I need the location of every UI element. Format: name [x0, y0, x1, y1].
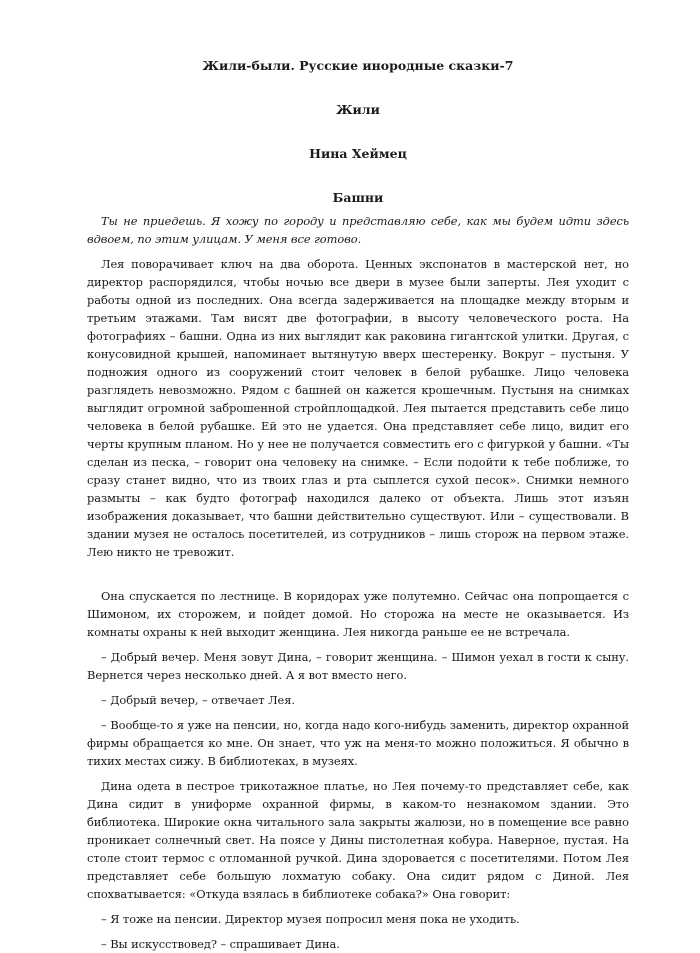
author-name: Нина Хеймец [309, 146, 407, 161]
dialogue-line: – Добрый вечер. Меня зовут Дина, – говорит женщина. – Шимон уехал в гости к сыну. Вернется через несколько дней. А я вот вместо него. [87, 650, 629, 682]
book-title: Жили-были. Русские инородные сказки-7 [202, 58, 514, 73]
body-paragraph: Дина одета в пестрое трикотажное платье, но Лея почему-то представляет себе, как Дина сидит в униформе охранной фирмы, в каком-то незнакомом здании. Это библиотека. Широкие окна читального зала закрыты жалюзи, но в помещение все равно проникает солнечный свет. На поясе у Дины пистолетная кобура. Наверное, пустая. На столе стоит термос с отломанной ручкой. Дина здоровается с посетителями. Потом Лея представляет себе большую лохматую собаку. Она сидит рядом с Диной. Лея спохватывается: «Откуда взялась в библиотеке собака?» Она говорит: [87, 779, 629, 901]
dialogue-line: – Добрый вечер, – отвечает Лея. [101, 693, 295, 707]
dialogue-line: – Вы искусствовед? – спрашивает Дина. [101, 937, 340, 951]
document-page [87, 58, 629, 953]
section-title: Жили [336, 102, 380, 117]
dialogue-line: – Вообще-то я уже на пенсии, но, когда надо кого-нибудь заменить, директор охранной фирмы обращается ко мне. Он знает, что уж на меня-то можно положиться. Я обычно в тихих местах сижу. В библиотеках, в музеях. [87, 718, 629, 768]
body-paragraph: Она спускается по лестнице. В коридорах уже полутемно. Сейчас она попрощается с Шимоном, их сторожем, и пойдет домой. Но сторожа на месте не оказывается. Из комнаты охраны к ней выходит женщина. Лея никогда раньше ее не встречала. [87, 589, 629, 639]
body-paragraph: Лея поворачивает ключ на два оборота. Ценных экспонатов в мастерской нет, но директор распорядился, чтобы ночью все двери в музее были заперты. Лея уходит с работы одной из последних. Она всегда задерживается на площадке между вторым и третьим этажами. Там висят две фотографии, в высоту человеческого роста. На фотографиях – башни. Одна из них выглядит как раковина гигантской улитки. Другая, с конусовидной крышей, напоминает вытянутую вверх шестеренку. Вокруг – пустыня. У подножия одного из сооружений стоит человек в белой рубашке. Лицо человека разглядеть невозможно. Рядом с башней он кажется крошечным. Пустыня на снимках выглядит огромной заброшенной стройплощадкой. Лея пытается представить себе лицо человека в белой рубашке. Ей это не удается. Она представляет себе лицо, видит его черты крупным планом. Но у нее не получается совместить его с фигуркой у башни. «Ты сделан из песка, – говорит она человеку на снимке. – Если подойти к тебе поближе, то сразу станет видно, что из твоих глаз и рта сыплется сухой песок». Снимки немного размыты – как будто фотограф находился далеко от объекта. Лишь этот изъян изображения доказывает, что башни действительно существуют. Или – существовали. В здании музея не осталось посетителей, из сотрудников – лишь сторож на первом этаже. Лею никто не тревожит. [87, 257, 629, 559]
dialogue-line: – Я тоже на пенсии. Директор музея попросил меня пока не уходить. [101, 912, 520, 926]
story-title: Башни [332, 190, 384, 205]
epigraph: Ты не приедешь. Я хожу по городу и представляю себе, как мы будем идти здесь вдвоем, по этим улицам. У меня все готово. [87, 214, 629, 246]
